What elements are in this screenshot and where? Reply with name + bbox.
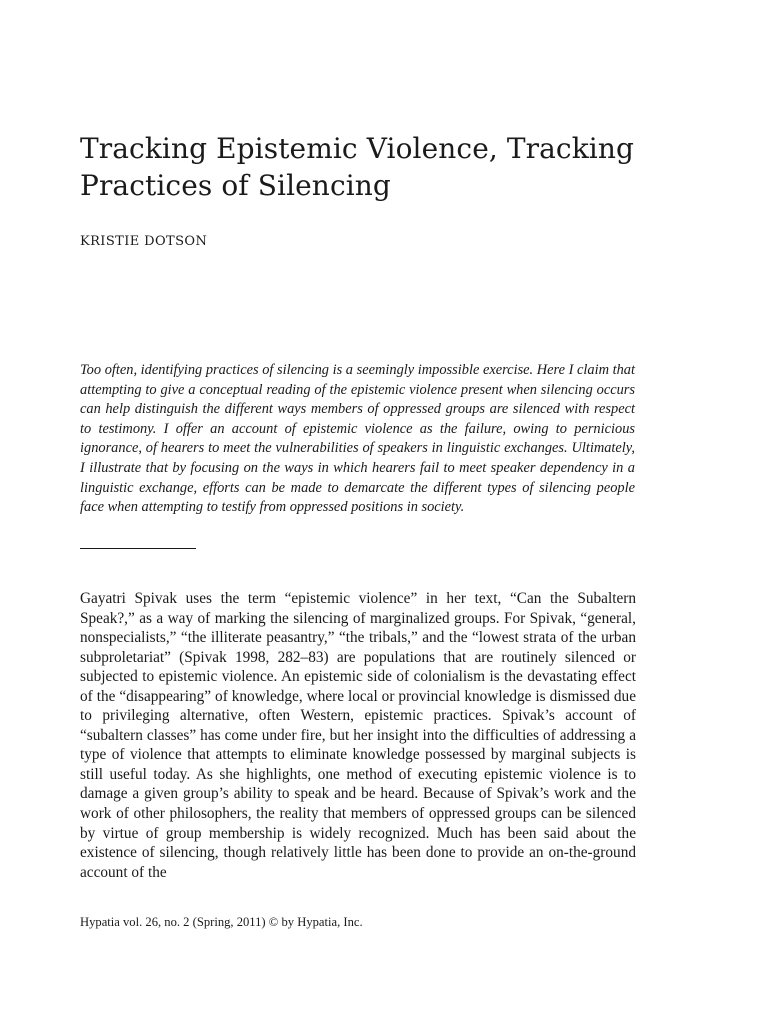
article-abstract: Too often, identifying practices of silencing is a seemingly impossible exercise. Here I claim that attempting to give a conceptual reading of the epistemic violence present when silencing occurs can help distinguish the different ways members of oppressed groups are silenced with respect to testimony. I offer an account of epistemic violence as the failure, owing to pernicious ignorance, of hearers to meet the vulnerabilities of speakers in linguistic exchanges. Ultimately, I illustrate that by focusing on the ways in which hearers fail to meet speaker dependency in a linguistic exchange, efforts can be made to demarcate the different types of silencing people face when attempting to testify from oppressed positions in society. bbox=[80, 362, 635, 516]
abstract-divider bbox=[80, 548, 196, 549]
article-author: KRISTIE DOTSON bbox=[80, 234, 208, 249]
article-body-paragraph: Gayatri Spivak uses the term “epistemic violence” in her text, “Can the Subaltern Speak?,” as a way of marking the silencing of marginalized groups. For Spivak, “general, nonspecialists,” “the illiterate peasantry,” “the tribals,” and the “lowest strata of the urban subproletariat” (Spivak 1998, 282–83) are populations that are routinely silenced or subjected to epistemic violence. An epistemic side of colonialism is the devastating effect of the “disappearing” of knowledge, where local or provincial knowledge is dismissed due to privileging alternative, often Western, epistemic practices. Spivak’s account of “subaltern classes” has come under fire, but her insight into the difficulties of addressing a type of violence that attempts to eliminate knowledge possessed by marginal subjects is still useful today. As she highlights, one method of executing epistemic violence is to damage a given group’s ability to speak and be heard. Because of Spivak’s work and the work of other philosophers, the reality that members of oppressed groups can be silenced by virtue of group membership is widely recognized. Much has been said about the existence of silencing, though relatively little has been done to provide an on-the-ground account of the bbox=[80, 590, 636, 881]
article-title: Tracking Epistemic Violence, Tracking Practices of Silencing bbox=[80, 132, 634, 202]
journal-citation-footer: Hypatia vol. 26, no. 2 (Spring, 2011) © by Hypatia, Inc. bbox=[80, 915, 363, 929]
